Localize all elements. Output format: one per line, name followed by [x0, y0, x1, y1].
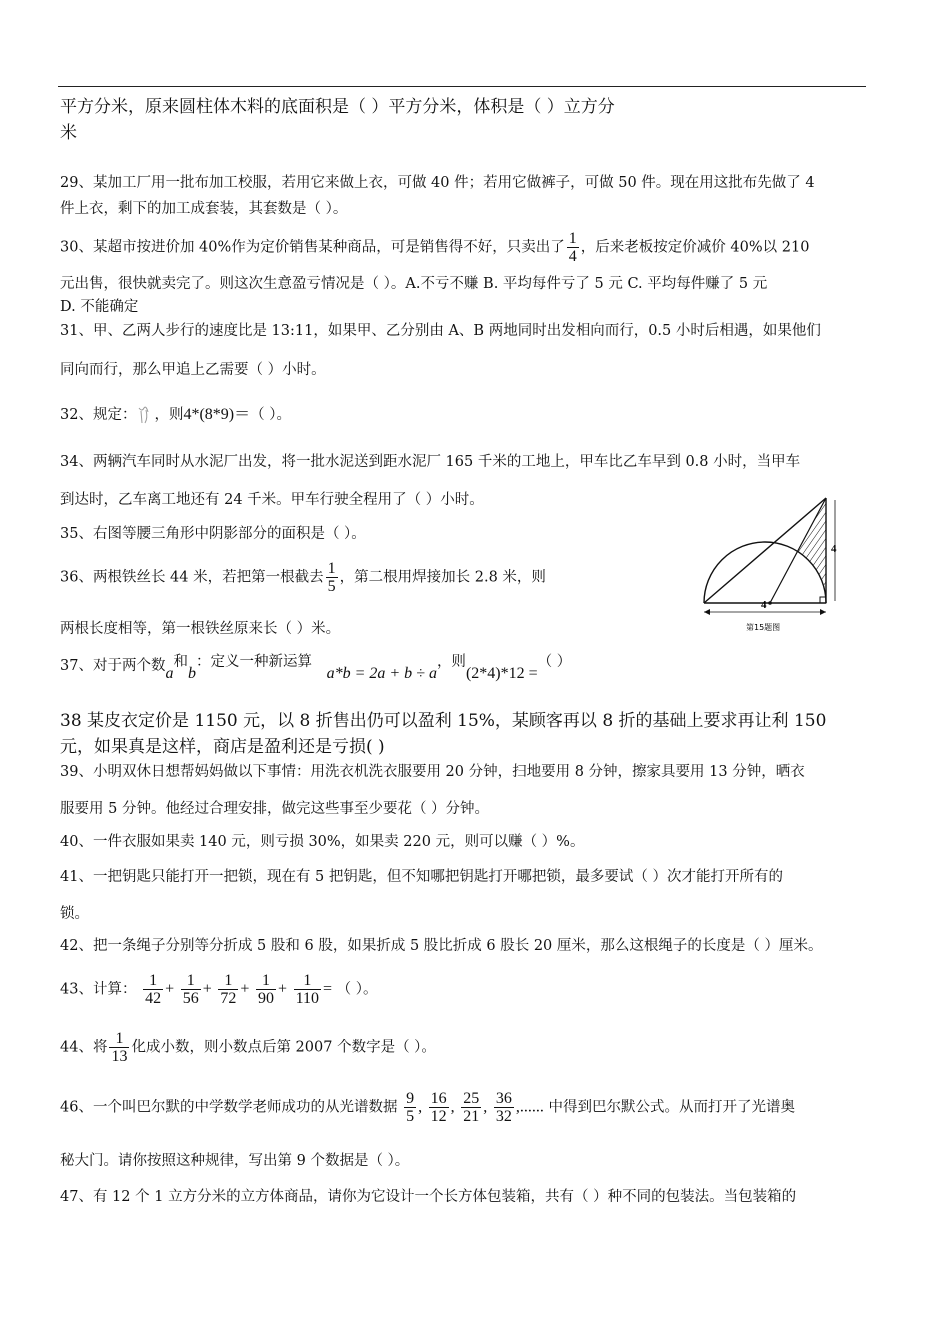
base-label: 4 — [761, 599, 767, 611]
question-31-line-2: 同向而行，那么甲追上乙需要（ ）小时。 — [60, 362, 326, 378]
fraction-1-90: $\frac{1}{90}$ — [257, 972, 274, 1007]
question-43: 43、计算： $\frac{1}{42}$ + $\frac{1}{56}$ + $\frac{1}{72}$ + $\frac{1}{90}$ + $\frac{1}{110}$ = （ ）。 — [60, 972, 378, 1007]
fraction-1-13: $\frac{1}{13}$ — [111, 1030, 128, 1065]
fraction-one-quarter: $\frac{1}{4}$ — [568, 230, 577, 265]
triangle-semicircle-figure — [690, 488, 850, 638]
question-31-line-1: 31、甲、乙两人步行的速度比是 13:11，如果甲、乙分别由 A、B 两地同时出发相向而行，0.5 小时后相遇，如果他们 — [60, 323, 821, 339]
question-46-line-2: 秘大门。请你按照这种规律，写出第 9 个数据是（ ）。 — [60, 1153, 410, 1169]
question-41-line-2: 锁。 — [60, 906, 89, 922]
line-continuation: 平方分米，原来圆柱体木料的底面积是（ ）平方分米，体积是（ ）立方分 — [60, 97, 615, 117]
question-30-line-2: 元出售，很快就卖完了。则这次生意盈亏情况是（ ）。A.不亏不赚 B. 平均每件亏了 5 元 C. 平均每件赚了 5 元 — [60, 276, 768, 292]
question-34-line-1: 34、两辆汽车同时从水泥厂出发，将一批水泥送到距水泥厂 165 千米的工地上，甲车比乙车早到 0.8 小时，当甲车 — [60, 454, 801, 470]
question-29-line-1: 29、某加工厂用一批布加工校服，若用它来做上衣，可做 40 件；若用它做裤子，可做 50 件。现在用这批布先做了 4 — [60, 175, 815, 191]
question-29-line-2: 件上衣，剩下的加工成套装，其套数是（ ）。 — [60, 201, 348, 217]
question-39-line-1: 39、小明双休日想帮妈妈做以下事情：用洗衣机洗衣服要用 20 分钟，扫地要用 8 分钟，擦家具要用 13 分钟，晒衣 — [60, 764, 805, 780]
smudged-formula-image — [136, 402, 154, 428]
fraction-1-72: $\frac{1}{72}$ — [220, 972, 237, 1007]
question-40: 40、一件衣服如果卖 140 元，则亏损 30%，如果卖 220 元，则可以赚（ ）%。 — [60, 834, 585, 850]
question-41-line-1: 41、一把钥匙只能打开一把锁，现在有 5 把钥匙，但不知哪把钥匙打开哪把锁，最多要试（ ）次才能打开所有的 — [60, 869, 783, 885]
fraction-1-42: $\frac{1}{42}$ — [145, 972, 162, 1007]
question-37: 37、对于两个数a和b：定义一种新运算 a*b = 2a + b ÷ a，则(2*4)*12 =（ ） — [60, 654, 572, 682]
question-39-line-2: 服要用 5 分钟。他经过合理安排，做完这些事至少要花（ ）分钟。 — [60, 801, 490, 817]
question-44: 44、将 $\frac{1}{13}$ 化成小数，则小数点后第 2007 个数字是（ ）。 — [60, 1030, 436, 1065]
fraction-16-12: $\frac{16}{12}$ — [430, 1090, 447, 1125]
center-point — [768, 601, 772, 605]
fraction-25-21: $\frac{25}{21}$ — [463, 1090, 480, 1125]
question-35: 35、右图等腰三角形中阴影部分的面积是（ ）。 — [60, 526, 366, 542]
fraction-one-fifth: $\frac{1}{5}$ — [327, 560, 336, 595]
question-38-line-2: 元，如果真是这样，商店是盈利还是亏损( ) — [60, 737, 385, 757]
header-rule — [58, 86, 866, 87]
question-42: 42、把一条绳子分别等分折成 5 股和 6 股，如果折成 5 股比折成 6 股长 20 厘米，那么这根绳子的长度是（ ）厘米。 — [60, 938, 823, 954]
question-36-line-1: 36、两根铁丝长 44 米，若把第一根截去 $\frac{1}{5}$ ，第二根用焊接加长 2.8 米，则 — [60, 560, 546, 595]
question-32: 32、规定： ，则4*(8*9)＝（ ）。 — [60, 402, 291, 428]
fraction-36-32: $\frac{36}{32}$ — [495, 1090, 512, 1125]
fraction-1-56: $\frac{1}{56}$ — [182, 972, 199, 1007]
question-30-line-3: D. 不能确定 — [60, 299, 139, 315]
fraction-1-110: $\frac{1}{110}$ — [295, 972, 320, 1007]
figure-caption: 第15题图 — [746, 623, 781, 632]
question-46-line-1: 46、一个叫巴尔默的中学数学老师成功的从光谱数据 $\frac{9}{5}$ , $\frac{16}{12}$ , $\frac{25}{21}$ , $\frac{36}{32}$ ,...... 中得到巴尔默公式。从而打开了光谱奥 — [60, 1090, 795, 1125]
height-label: 4 — [831, 543, 837, 555]
question-34-line-2: 到达时，乙车离工地还有 24 千米。甲车行驶全程用了（ ）小时。 — [60, 492, 484, 508]
question-30-line-1: 30、某超市按进价加 40%作为定价销售某种商品，可是销售得不好，只卖出了 $\frac{1}{4}$ ，后来老板按定价减价 40%以 210 — [60, 230, 810, 265]
line-continuation-end: 米 — [60, 123, 77, 143]
fraction-9-5: $\frac{9}{5}$ — [406, 1090, 415, 1125]
question-36-line-2: 两根长度相等，第一根铁丝原来长（ ）米。 — [60, 621, 341, 637]
question-47: 47、有 12 个 1 立方分米的立方体商品，请你为它设计一个长方体包装箱，共有（ ）种不同的包装法。当包装箱的 — [60, 1189, 797, 1205]
question-38-line-1: 38 某皮衣定价是 1150 元，以 8 折售出仍可以盈利 15%，某顾客再以 8 折的基础上要求再让利 150 — [60, 711, 827, 731]
